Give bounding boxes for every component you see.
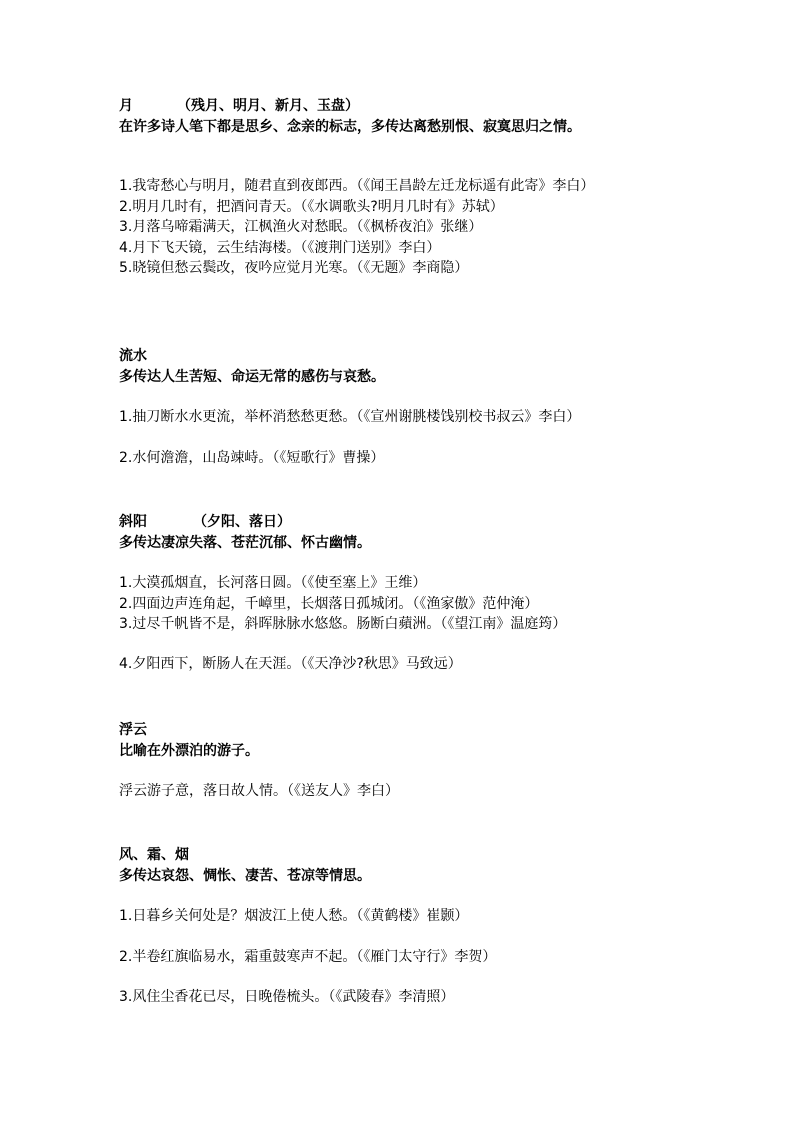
- poem-line: 2.半卷红旗临易水，霜重鼓寒声不起。（《雁门太守行》李贺）: [119, 948, 497, 965]
- poem-line: 1.大漠孤烟直，长河落日圆。（《使至塞上》王维）: [119, 575, 427, 591]
- section-description: 比喻在外漂泊的游子。: [119, 743, 259, 759]
- section-title: 月: [119, 98, 133, 114]
- section-alt-names: （夕阳、落日）: [193, 514, 291, 530]
- section-heading: [119, 512, 679, 533]
- poem-line: 4.夕阳西下，断肠人在天涯。（《天净沙?秋思》马致远）: [119, 655, 462, 672]
- section-heading: [119, 720, 679, 741]
- poem-line: 3.风住尘香花已尽，日晚倦梳头。（《武陵春》李清照）: [119, 989, 455, 1005]
- poem-line: 3.过尽千帆皆不是，斜晖脉脉水悠悠。肠断白蘋洲。（《望江南》温庭筠）: [119, 616, 567, 632]
- poem-line: 2.明月几时有，把酒问青天。（《水调歌头?明月几时有》苏轼）: [119, 198, 504, 215]
- section-wind-frost-mist: [119, 845, 679, 1008]
- section-title: 浮云: [119, 722, 147, 738]
- section-description: 多传达哀怨、惆怅、凄苦、苍凉等情思。: [119, 868, 371, 884]
- section-floating-clouds: [119, 720, 679, 802]
- section-heading: [119, 346, 679, 367]
- poem-line: 3.月落乌啼霜满天，江枫渔火对愁眠。（《枫桥夜泊》张继）: [119, 219, 483, 235]
- section-title: 流水: [119, 348, 147, 364]
- section-setting-sun: [119, 512, 679, 674]
- section-moon: [119, 96, 679, 279]
- section-title: 斜阳: [119, 514, 147, 530]
- section-flowing-water: [119, 346, 679, 468]
- section-title: 风、霜、烟: [119, 847, 189, 863]
- section-heading: [119, 845, 679, 866]
- section-description: 多传达凄凉失落、苍茫沉郁、怀古幽情。: [119, 535, 371, 551]
- poem-line: 4.月下飞天镜，云生结海楼。（《渡荆门送别》李白）: [119, 239, 441, 256]
- poem-line: 浮云游子意，落日故人情。（《送友人》李白）: [119, 783, 399, 799]
- section-description: 多传达人生苦短、命运无常的感伤与哀愁。: [119, 369, 385, 385]
- poem-line: 1.抽刀断水水更流，举杯消愁愁更愁。（《宣州谢朓楼饯别校书叔云》李白）: [119, 409, 581, 425]
- section-heading: [119, 96, 679, 117]
- poem-line: 2.四面边声连角起，千嶂里，长烟落日孤城闭。（《渔家傲》范仲淹）: [119, 595, 539, 612]
- poem-line: 1.日暮乡关何处是？烟波江上使人愁。（《黄鹤楼》崔颢）: [119, 908, 469, 924]
- poem-line: 2.水何澹澹，山岛竦峙。（《短歌行》曹操）: [119, 449, 385, 466]
- section-alt-names: （残月、明月、新月、玉盘）: [177, 98, 359, 114]
- poem-line: 1.我寄愁心与明月，随君直到夜郎西。（《闻王昌龄左迁龙标遥有此寄》李白）: [119, 178, 595, 194]
- poem-line: 5.晓镜但愁云鬓改，夜吟应觉月光寒。（《无题》李商隐）: [119, 260, 469, 276]
- section-description: 在许多诗人笔下都是思乡、念亲的标志，多传达离愁别恨、寂寞思归之情。: [119, 119, 581, 135]
